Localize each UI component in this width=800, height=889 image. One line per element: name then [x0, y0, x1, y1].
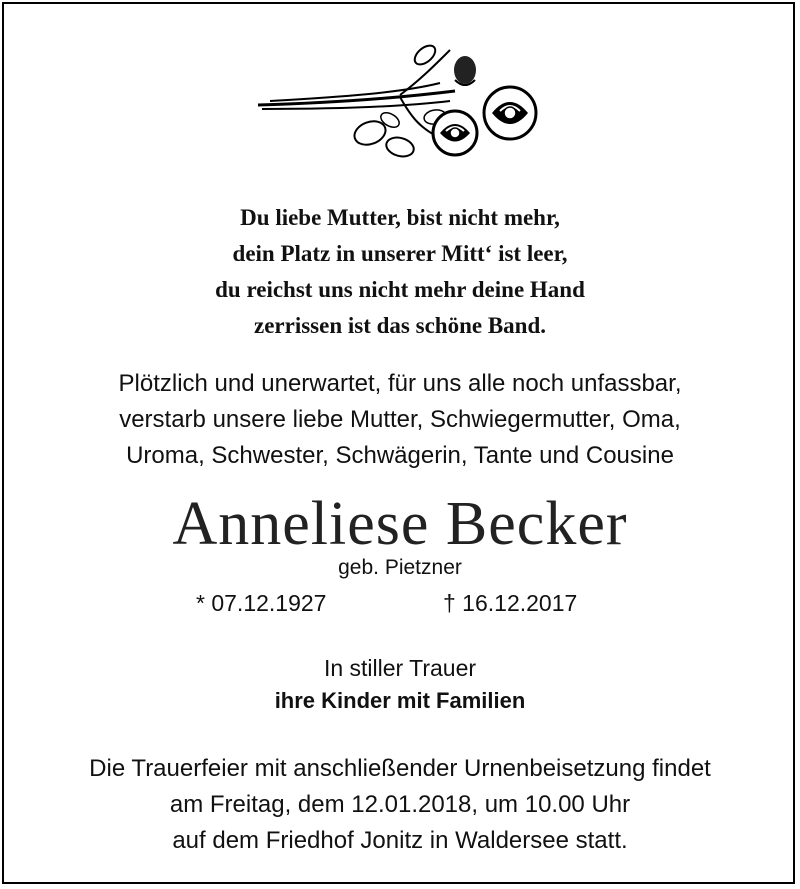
- funeral-line: am Freitag, dem 12.01.2018, um 10.00 Uhr: [169, 791, 631, 818]
- poem-line: zerrissen ist das schöne Band.: [254, 313, 546, 338]
- poem-line: du reichst uns nicht mehr deine Hand: [215, 277, 585, 302]
- death-date: † 16.12.2017: [443, 590, 578, 616]
- birth-name: geb. Pietzner: [338, 556, 462, 579]
- roses-icon: [250, 35, 550, 175]
- poem-line: Du liebe Mutter, bist nicht mehr,: [240, 205, 560, 230]
- birth-date: * 07.12.1927: [196, 590, 327, 616]
- funeral-line: Die Trauerfeier mit anschließender Urnenbeisetzung findet: [89, 755, 711, 782]
- poem: [0, 200, 800, 344]
- mourners-family: ihre Kinder mit Familien: [274, 688, 526, 713]
- mourning-text: In stiller Trauer: [323, 655, 477, 681]
- funeral-details: [0, 751, 800, 859]
- poem-line: dein Platz in unserer Mitt‘ ist leer,: [232, 241, 568, 266]
- announcement-line: verstarb unsere liebe Mutter, Schwiegermutter, Oma,: [119, 406, 681, 433]
- funeral-line: auf dem Friedhof Jonitz in Waldersee statt.: [172, 827, 628, 854]
- death-announcement: [0, 366, 800, 474]
- announcement-line: Uroma, Schwester, Schwägerin, Tante und Cousine: [126, 442, 674, 469]
- announcement-line: Plötzlich und unerwartet, für uns alle noch unfassbar,: [118, 370, 682, 397]
- deceased-name: Anneliese Becker: [172, 490, 628, 558]
